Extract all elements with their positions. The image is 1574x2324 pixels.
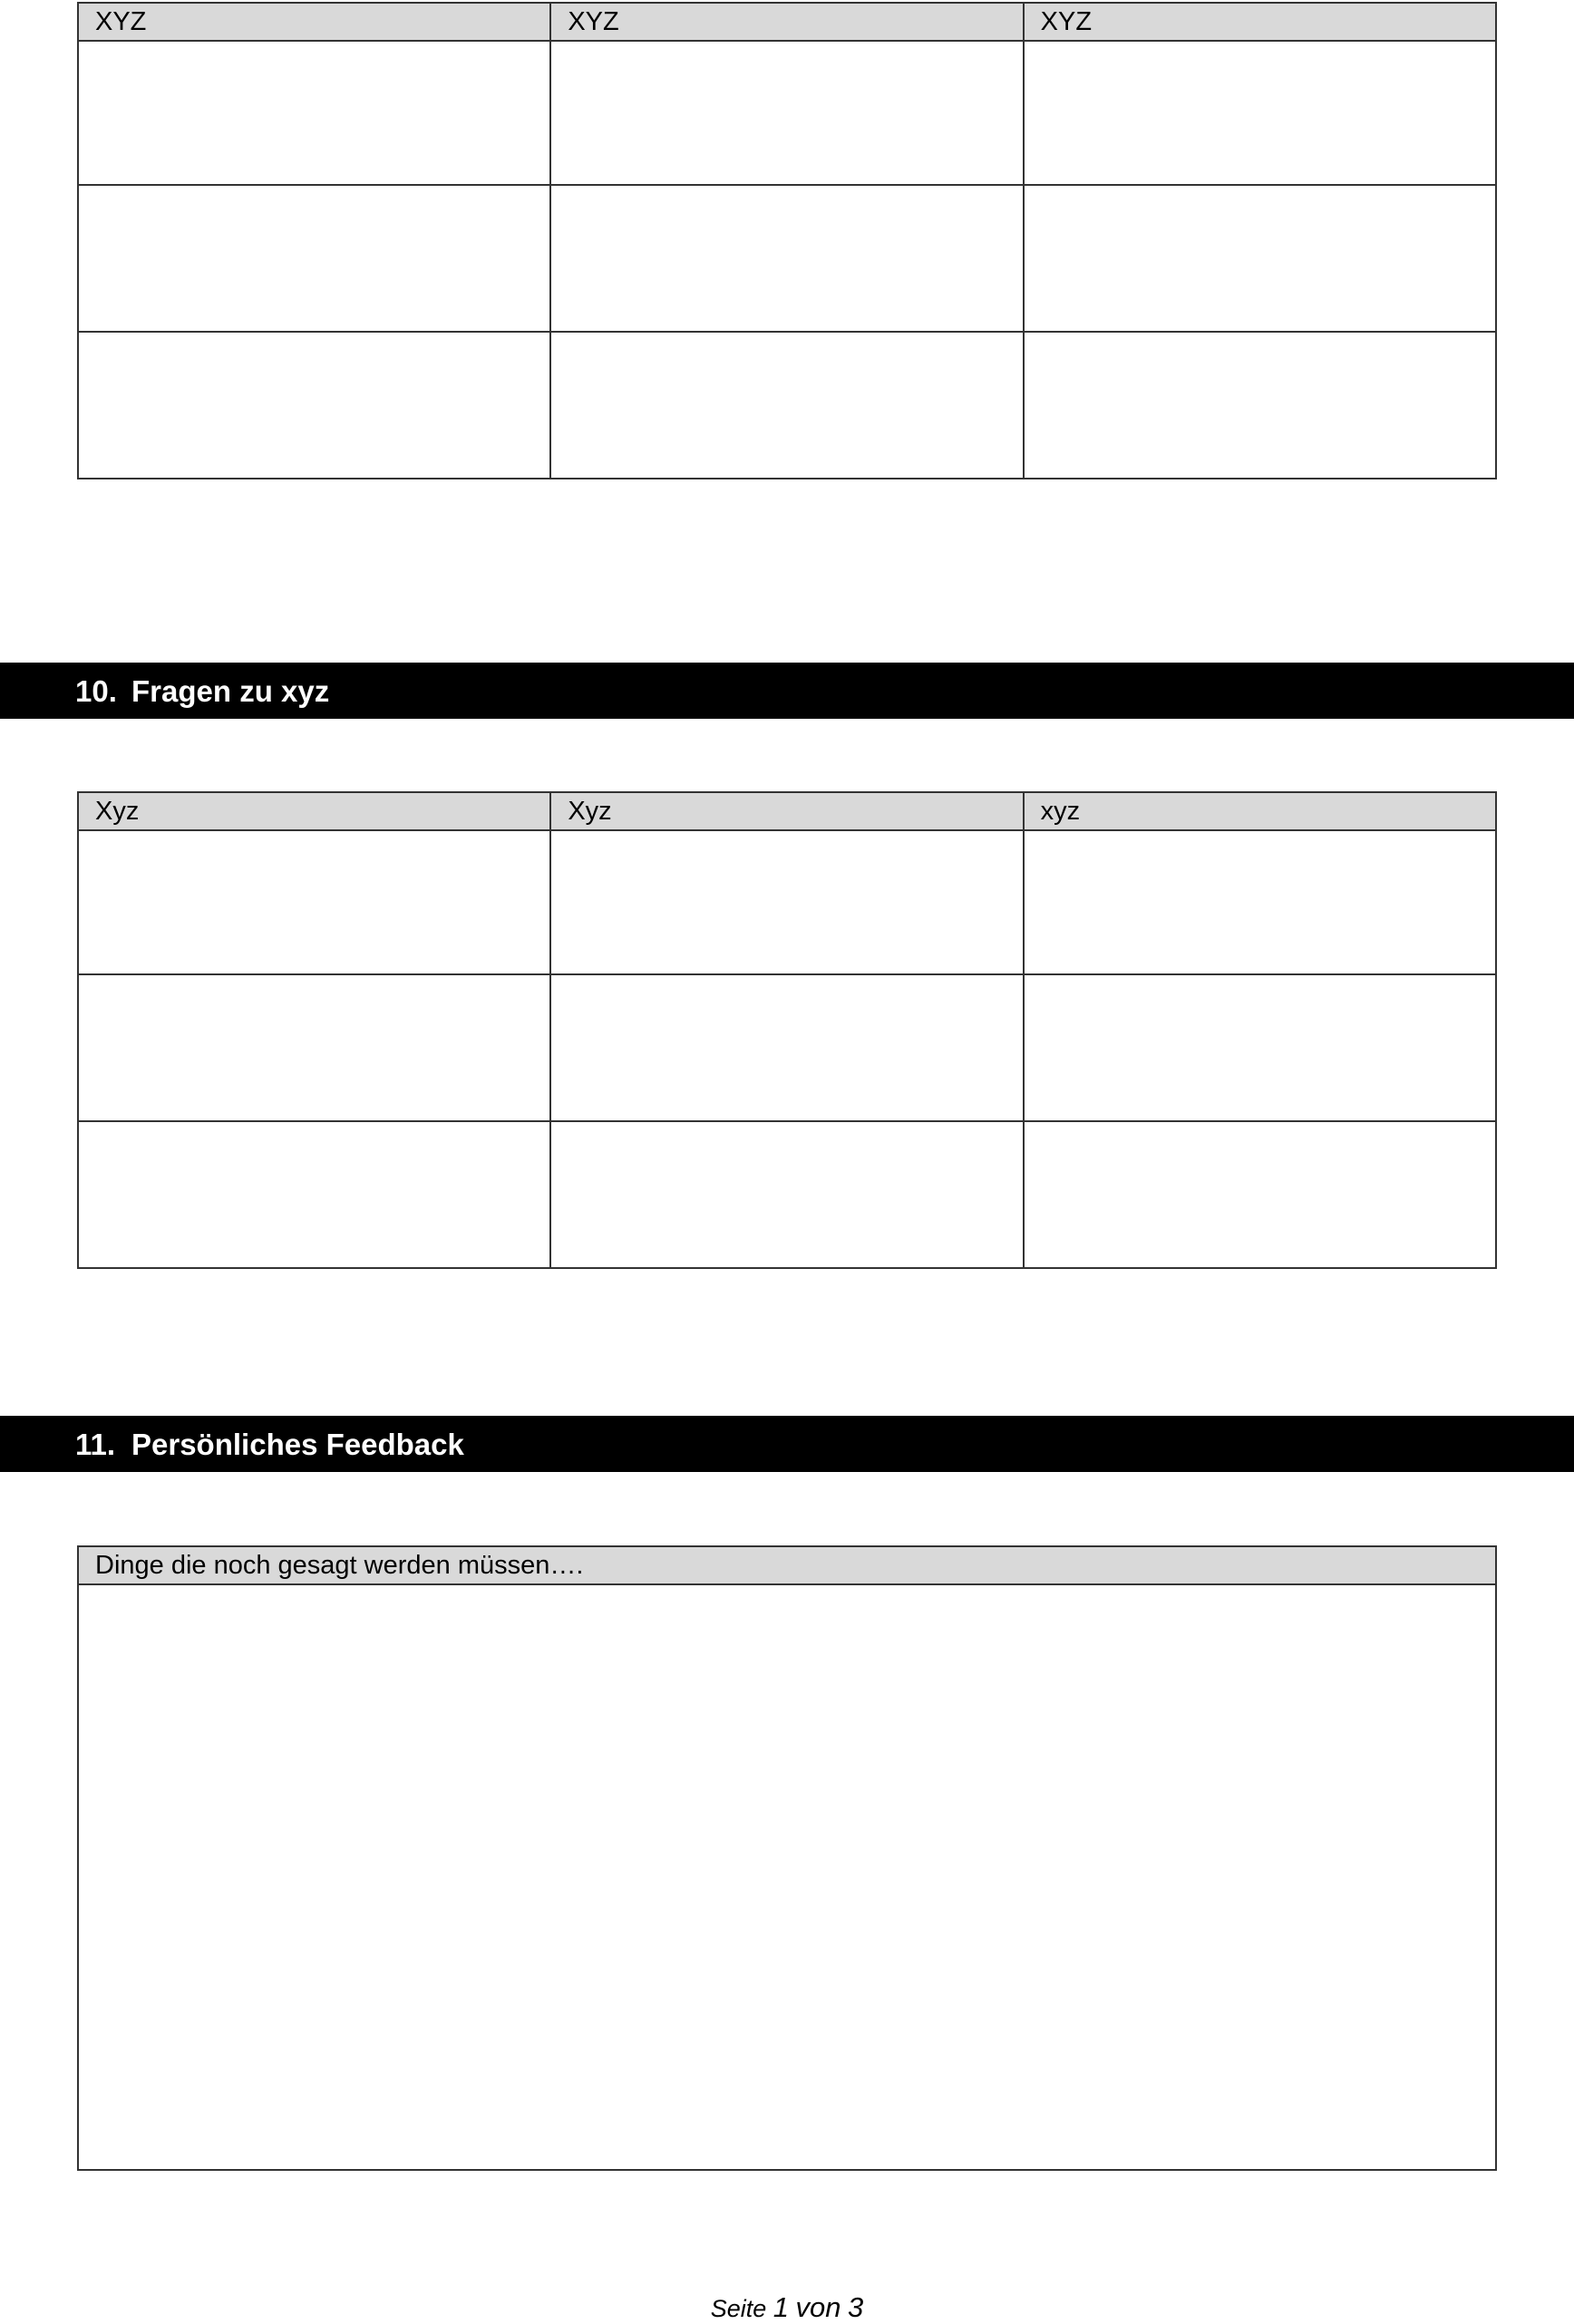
table-row [78, 185, 1496, 332]
table-row [78, 1121, 1496, 1268]
feedback-header: Dinge die noch gesagt werden müssen…. [79, 1547, 1495, 1585]
table-cell[interactable] [78, 974, 550, 1121]
table-cell[interactable] [550, 974, 1023, 1121]
section-title: Persönliches Feedback [131, 1428, 464, 1461]
table-cell[interactable] [78, 41, 550, 185]
footer-von: von [795, 2291, 841, 2323]
table-cell[interactable] [78, 1121, 550, 1268]
section-heading-10 [0, 663, 1574, 719]
page-footer [0, 2291, 1574, 2324]
table-header-cell: XYZ [550, 3, 1023, 41]
table-cell[interactable] [78, 185, 550, 332]
footer-seite: Seite [710, 2295, 767, 2322]
table-cell[interactable] [1024, 830, 1496, 974]
table-fragen [77, 791, 1497, 1269]
table-cell[interactable] [550, 185, 1023, 332]
section-title: Fragen zu xyz [131, 674, 330, 708]
table-header-cell: Xyz [78, 792, 550, 830]
table-cell[interactable] [78, 830, 550, 974]
table-row [78, 974, 1496, 1121]
table-top [77, 2, 1497, 479]
table-cell[interactable] [1024, 185, 1496, 332]
table-header-cell: Xyz [550, 792, 1023, 830]
table-header-cell: XYZ [78, 3, 550, 41]
footer-page-number: 1 [772, 2291, 790, 2323]
table-cell[interactable] [550, 332, 1023, 479]
section-number: 10. [75, 674, 117, 708]
table-cell[interactable] [1024, 974, 1496, 1121]
table-cell[interactable] [550, 1121, 1023, 1268]
footer-total-pages: 3 [848, 2291, 864, 2323]
section-heading-11 [0, 1416, 1574, 1472]
table-row [78, 41, 1496, 185]
table-header-cell: XYZ [1024, 3, 1496, 41]
table-cell[interactable] [550, 41, 1023, 185]
table-cell[interactable] [550, 830, 1023, 974]
table-row [78, 332, 1496, 479]
table-cell[interactable] [1024, 1121, 1496, 1268]
feedback-box [77, 1545, 1497, 2171]
table-cell[interactable] [78, 332, 550, 479]
section-number: 11. [75, 1428, 116, 1461]
feedback-input-area[interactable] [79, 1585, 1495, 2169]
table-cell[interactable] [1024, 41, 1496, 185]
table-row [78, 830, 1496, 974]
table-cell[interactable] [1024, 332, 1496, 479]
table-header-cell: xyz [1024, 792, 1496, 830]
